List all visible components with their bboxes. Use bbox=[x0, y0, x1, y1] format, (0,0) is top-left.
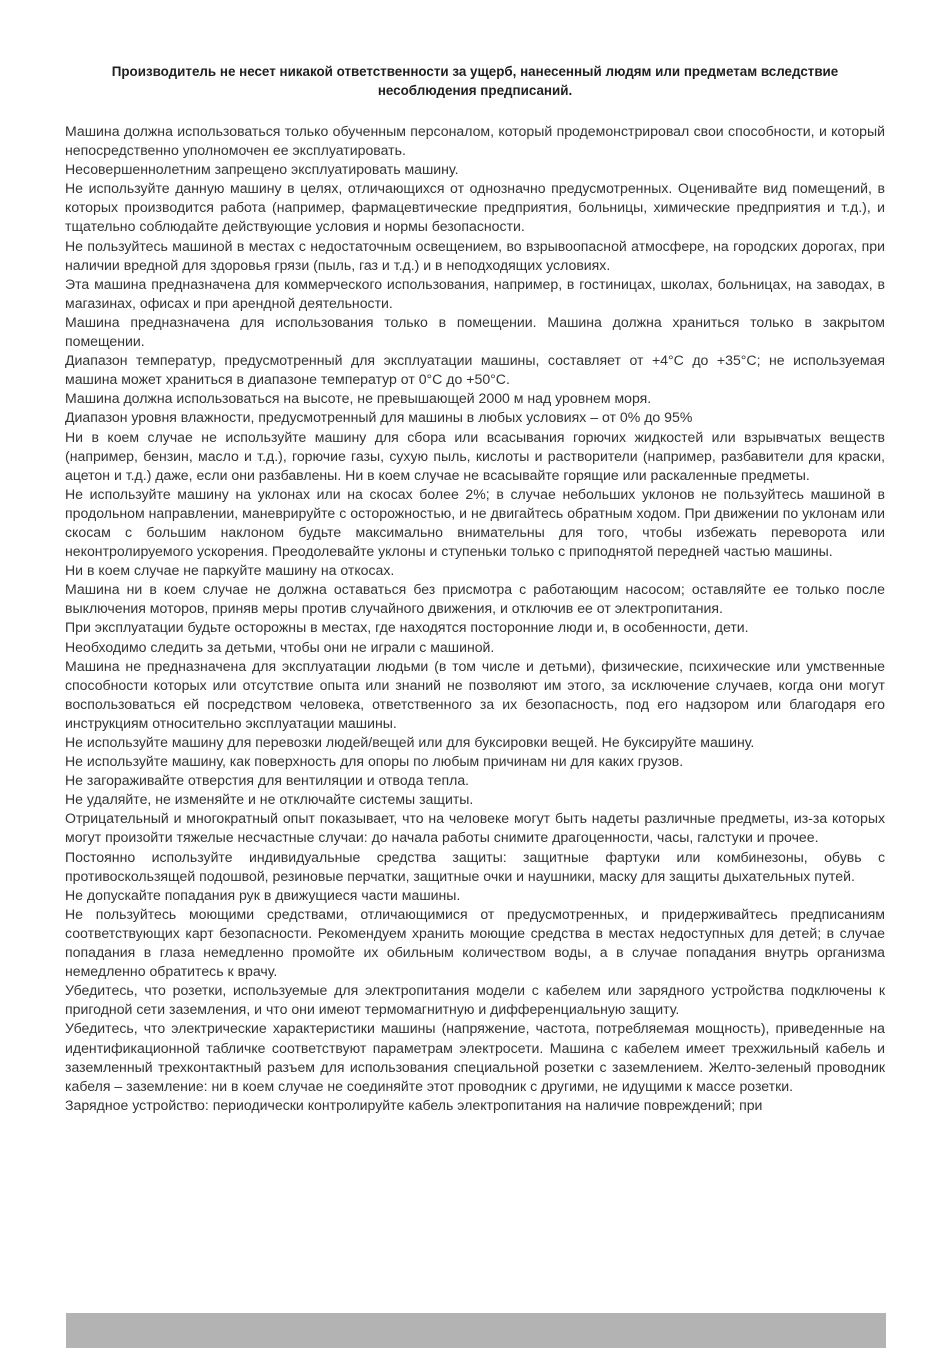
paragraph: Машина ни в коем случае не должна оставаться без присмотра с работающим насосом; оставляйте ее только после выключения моторов, приняв меры против случайного движения, и отключив ее от электропитания. bbox=[65, 581, 885, 617]
paragraph: Не используйте машину, как поверхность для опоры по любым причинам ни для каких грузов. bbox=[65, 753, 684, 770]
safety-instructions bbox=[65, 122, 885, 1115]
paragraph: Отрицательный и многократный опыт показывает, что на человеке могут быть надеты различные предметы, из-за которых могут произойти тяжелые несчастные случаи: до начала работы снимите драгоценности, часы, галстуки и прочее. bbox=[65, 810, 885, 846]
paragraph: Ни в коем случае не используйте машину для сбора или всасывания горючих жидкостей или взрывчатых веществ (например, бензин, масло и т.д.), горючие газы, сухую пыль, кислоты и растворители (например, разбавители для краски, ацетон и т.д.) даже, если они разбавлены. Ни в коем случае не всасывайте горящие или раскаленные предметы. bbox=[65, 428, 885, 483]
paragraph: Ни в коем случае не паркуйте машину на откосах. bbox=[65, 562, 395, 579]
paragraph: Машина должна использоваться на высоте, не превышающей 2000 м над уровнем моря. bbox=[65, 390, 652, 407]
paragraph: При эксплуатации будьте осторожны в местах, где находятся посторонние люди и, в особенности, дети. bbox=[65, 619, 749, 636]
liability-heading: Производитель не несет никакой ответственности за ущерб, нанесенный людям или предметам вследствие несоблюдения предписаний. bbox=[111, 64, 839, 98]
paragraph: Диапазон уровня влажности, предусмотренный для машины в любых условиях – от 0% до 95% bbox=[65, 409, 693, 426]
paragraph: Не пользуйтесь моющими средствами, отличающимися от предусмотренных, и придерживайтесь предписаниям соответствующих карт безопасности. Рекомендуем хранить моющие средства в местах недоступных для детей; в случае попадания в глаза немедленно промойте их обильным количеством воды, а в случае попадания внутрь организма немедленно обратитесь к врачу. bbox=[65, 905, 885, 980]
paragraph: Не используйте данную машину в целях, отличающихся от однозначно предусмотренных. Оценивайте вид помещений, в которых производится работа (например, фармацевтические предприятия, больницы, химические предприятия и т.д.), и тщательно соблюдайте действующие условия и нормы безопасности. bbox=[65, 180, 885, 235]
paragraph: Убедитесь, что розетки, используемые для электропитания модели с кабелем или зарядного устройства подключены к пригодной сети заземления, и что они имеют термомагнитную и дифференциальную защиту. bbox=[65, 982, 885, 1018]
paragraph: Постоянно используйте индивидуальные средства защиты: защитные фартуки или комбинезоны, обувь с противоскользящей подошвой, резиновые перчатки, защитные очки и наушники, маску для защиты дыхательных путей. bbox=[65, 848, 885, 884]
footer-bar bbox=[66, 1313, 886, 1348]
paragraph: Не используйте машину для перевозки людей/вещей или для буксировки вещей. Не буксируйте машину. bbox=[65, 734, 755, 750]
paragraph: Эта машина предназначена для коммерческого использования, например, в гостиницах, школах, больницах, на заводах, в магазинах, офисах и при арендной деятельности. bbox=[65, 275, 885, 311]
paragraph: Не удаляйте, не изменяйте и не отключайте системы защиты. bbox=[65, 791, 474, 808]
paragraph: Машина не предназначена для эксплуатации людьми (в том числе и детьми), физические, психические или умственные способности которых или отсутствие опыта или знаний не позволяют им этого, за исключение случаев, когда они могут воспользоваться ей посредством человека, ответственного за их безопасность, под его надзором или благодаря его инструкциям относительно эксплуатации машины. bbox=[65, 657, 885, 731]
paragraph: Не используйте машину на уклонах или на скосах более 2%; в случае небольших уклонов не пользуйтесь машиной в продольном направлении, маневрируйте с осторожностью, и не двигайтесь обратным ходом. При движении по уклонам или скосам с большим наклоном будьте максимально внимательны для того, чтобы избежать переворота или неконтролируемого ускорения. Преодолевайте уклоны и ступеньки только с приподнятой передней частью машины. bbox=[65, 485, 885, 560]
paragraph: Необходимо следить за детьми, чтобы они не играли с машиной. bbox=[65, 638, 495, 655]
paragraph: Убедитесь, что электрические характеристики машины (напряжение, частота, потребляемая мощность), приведенные на идентификационной табличке соответствуют параметрам электросети. Машина с кабелем имеет трехжильный кабель и заземленный трехконтактный разъем для использования специальной розетки с заземлением. Желто-зеленый проводник кабеля – заземление: ни в коем случае не соединяйте этот проводник с другими, не идущими к массе розетки. bbox=[65, 1020, 885, 1094]
paragraph: Не загораживайте отверстия для вентиляции и отвода тепла. bbox=[65, 772, 470, 789]
paragraph: Зарядное устройство: периодически контролируйте кабель электропитания на наличие повреждений; при bbox=[65, 1096, 763, 1113]
document-page bbox=[65, 62, 885, 1115]
paragraph: Машина должна использоваться только обученным персоналом, который продемонстрировал свои способности, и который непосредственно уполномочен ее эксплуатировать. bbox=[65, 123, 885, 159]
paragraph: Машина предназначена для использования только в помещении. Машина должна храниться только в закрытом помещении. bbox=[65, 313, 885, 350]
paragraph: Диапазон температур, предусмотренный для эксплуатации машины, составляет от +4°C до +35°C; не используемая машина может храниться в диапазоне температур от 0°C до +50°C. bbox=[65, 352, 885, 388]
paragraph: Не допускайте попадания рук в движущиеся части машины. bbox=[65, 886, 461, 903]
paragraph: Несовершеннолетним запрещено эксплуатировать машину. bbox=[65, 161, 459, 178]
paragraph: Не пользуйтесь машиной в местах с недостаточным освещением, во взрывоопасной атмосфере, на городских дорогах, при наличии вредной для здоровья грязи (пыль, газ и т.д.) и в неподходящих условиях. bbox=[65, 237, 885, 273]
